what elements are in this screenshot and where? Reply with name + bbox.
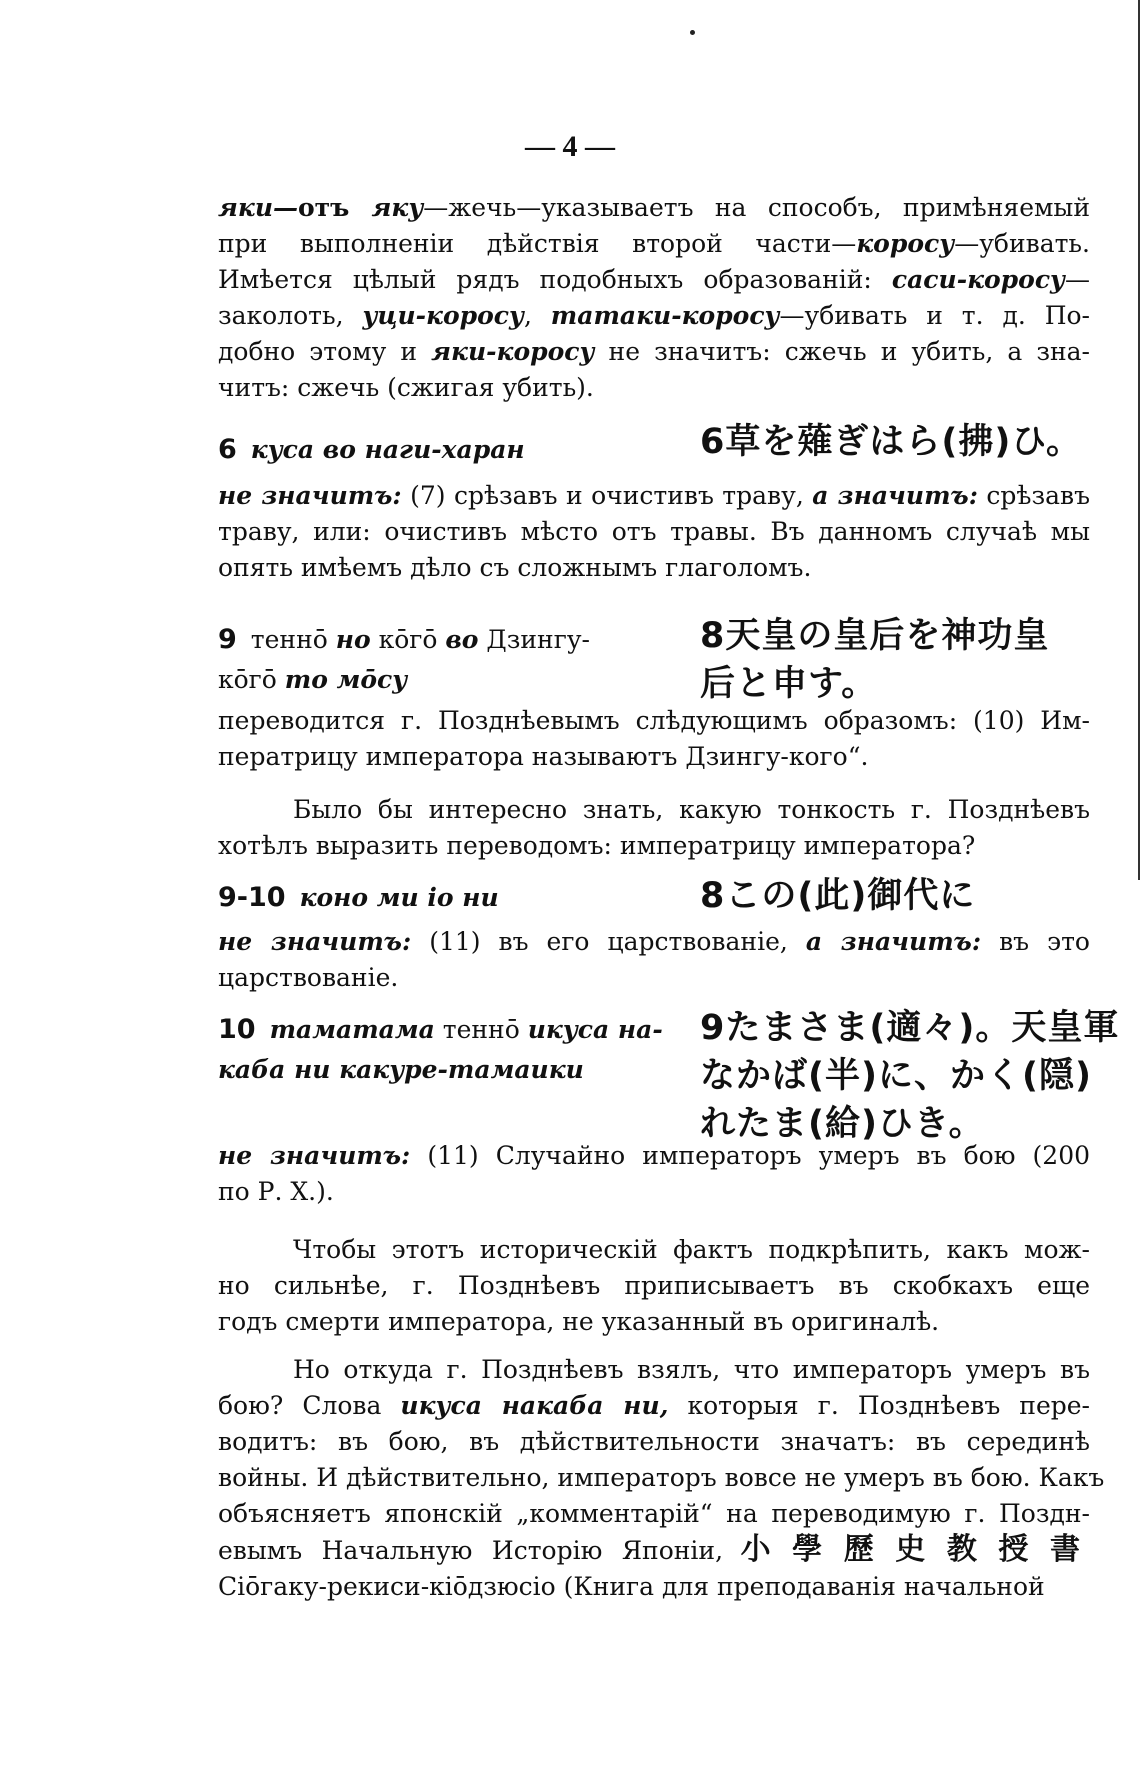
text-line [218,1138,1090,1174]
japanese-line: 6草を薙ぎはら(拂)ひ。 [700,422,1082,462]
text-segment: читъ: сжечь (сжигая убить). [218,373,594,402]
paragraph-2 [218,792,1090,864]
entry-10-romaji [218,1010,663,1090]
entry-6-romaji [218,430,658,470]
text-segment: (11) въ его царствованіе, [411,927,806,956]
romaji-line [218,878,658,918]
text-segment: переводится г. Позднѣевымъ слѣдующимъ образомъ: (10) Им- [218,706,1090,735]
entry-6-japanese [700,418,1100,466]
text-segment: яки— [218,193,298,222]
romaji-segment: теннō [250,625,336,654]
text-line [218,1424,1090,1460]
text-segment: войны. И дѣйствительно, императоръ вовсе не умеръ въ бою. Какъ [218,1463,1105,1492]
text-segment: Сіōгаку-рекиси-кіōдзюсіо (Книга для преподаванія начальной [218,1572,1045,1601]
text-segment: , [523,301,551,330]
entry-9-10-gloss [218,924,1090,996]
text-segment: яку [371,193,424,222]
text-segment: ператрицу императора называютъ Дзингу-кого“. [218,742,869,771]
text-segment: Имѣется цѣлый рядъ подобныхъ образованій: [218,265,892,294]
entry-9-10-japanese [700,872,1100,920]
text-segment: не значитъ: [218,481,402,510]
romaji-segment: куса во наги-харан [250,435,525,464]
text-segment: саси-коросу [891,265,1065,294]
text-line [218,1232,1090,1268]
romaji-segment: кōгō [218,665,285,694]
romaji-segment: таматама [269,1015,435,1044]
text-segment: срѣзавъ [977,481,1091,510]
text-line [218,1388,1090,1424]
japanese-line: 8天皇の皇后を神功皇 [700,616,1050,656]
text-line [218,960,1090,996]
entry-number: 6 [218,434,237,465]
text-line [218,1304,1090,1340]
romaji-segment: кōгō [370,625,446,654]
text-segment: Чтобы этотъ историческій фактъ подкрѣпить, какъ мож- [293,1235,1090,1264]
entry-9-japanese [700,612,1100,708]
text-segment: по Р. Х.). [218,1177,334,1206]
romaji-line [218,660,658,700]
text-line [218,190,1090,226]
text-line [218,924,1090,960]
romaji-line [218,1050,658,1090]
romaji-line [218,620,658,660]
entry-number: 10 [218,1014,256,1045]
japanese-title: 小學歷史教授書 [729,1532,1090,1567]
entry-9-10-romaji [218,878,658,918]
japanese-line: れたま(給)ひき。 [700,1104,985,1144]
text-segment: отъ [298,193,372,222]
paragraph-1 [218,190,1090,406]
text-segment: а значитъ: [805,927,982,956]
print-speck [690,30,695,35]
romaji-segment: то мōсу [284,665,408,694]
romaji-segment: во [445,625,479,654]
text-segment: —убивать. [954,229,1090,258]
text-segment: добно этому и [218,337,432,366]
text-segment: при выполненіи дѣйствія второй части— [218,229,857,258]
text-segment: водитъ: въ бою, въ дѣйствительности значатъ: въ серединѣ [218,1427,1090,1456]
romaji-segment: теннō [434,1015,528,1044]
text-line [218,334,1090,370]
entry-10-gloss [218,1138,1090,1210]
entry-number: 9 [218,624,237,655]
text-segment: — [1065,265,1090,294]
text-line [218,1352,1090,1388]
text-line [218,1174,1090,1210]
text-line [218,1268,1090,1304]
text-line [218,226,1090,262]
text-line [218,1496,1090,1532]
text-segment: —убивать и т. д. По- [779,301,1090,330]
paragraph-4 [218,1352,1105,1605]
japanese-line: なかば(半)に、かく(隠) [700,1056,1092,1096]
romaji-segment: коно ми іо ни [299,883,499,912]
text-segment: въ это [981,927,1090,956]
text-segment: Но откуда г. Позднѣевъ взялъ, что императоръ умеръ въ [293,1355,1090,1384]
text-segment: не значитъ: [218,1141,411,1170]
text-line [218,298,1090,334]
text-line [218,828,1090,864]
text-segment: евымъ Начальную Исторію Японіи, [218,1536,724,1565]
romaji-line [218,430,658,470]
text-segment: заколоть, [218,301,363,330]
romaji-line [218,1010,663,1050]
text-segment: хотѣлъ выразить переводомъ: императрицу императора? [218,831,976,860]
page-number: — 4 — [525,130,615,163]
entry-number: 9-10 [218,882,286,913]
romaji-segment: Дзингу- [478,625,590,654]
text-segment: траву, или: очистивъ мѣсто отъ травы. Въ данномъ случаѣ мы [218,517,1090,546]
romaji-segment: но [335,625,371,654]
entry-10-japanese [700,1004,1120,1148]
text-line [218,703,1090,739]
text-segment: а значитъ: [812,481,978,510]
text-segment: (7) срѣзавъ и очистивъ траву, [401,481,813,510]
entry-6-gloss [218,478,1090,586]
text-segment: икуса накаба ни, [400,1391,669,1420]
text-segment: не значитъ: сжечь и убить, а зна- [594,337,1090,366]
text-segment: Было бы интересно знать, какую тонкость г. Позднѣевъ [293,795,1090,824]
text-line [218,739,1090,775]
text-segment: —жечь—указываетъ на способъ, примѣняемый [423,193,1090,222]
text-segment: не значитъ: [218,927,412,956]
japanese-line: 后と申す。 [700,664,878,704]
text-segment: бою? Слова [218,1391,401,1420]
text-line [218,1569,1090,1605]
text-segment: опять имѣемъ дѣло съ сложнымъ глаголомъ. [218,553,812,582]
entry-9-gloss [218,703,1090,775]
text-line [218,550,1090,586]
text-segment: коросу [856,229,955,258]
text-segment: но сильнѣе, г. Позднѣевъ приписываетъ въ скобкахъ еще [218,1271,1090,1300]
text-segment: которыя г. Позднѣевъ пере- [668,1391,1090,1420]
japanese-line: 9たまさま(適々)。天皇軍 [700,1008,1120,1048]
text-line [218,262,1090,298]
japanese-line: 8この(此)御代に [700,876,976,916]
text-line [218,478,1090,514]
romaji-segment: икуса на- [527,1015,663,1044]
text-line [218,1460,1105,1496]
text-segment: уци-коросу [362,301,524,330]
text-segment: яки-коросу [431,337,595,366]
romaji-segment: каба ни какуре-тамаики [218,1055,584,1084]
text-segment: татаки-коросу [550,301,780,330]
text-line [218,1532,1090,1569]
text-line [218,370,1090,406]
text-line [218,792,1090,828]
text-segment: царствованіе. [218,963,399,992]
text-segment: (11) Случайно императоръ умеръ въ бою (200 [410,1141,1091,1170]
text-line [218,514,1090,550]
paragraph-3 [218,1232,1090,1340]
text-segment: годъ смерти императора, не указанный въ оригиналѣ. [218,1307,940,1336]
text-segment: объясняетъ японскій „комментарій“ на переводимую г. Поздн- [218,1499,1090,1528]
entry-9-romaji [218,620,658,700]
